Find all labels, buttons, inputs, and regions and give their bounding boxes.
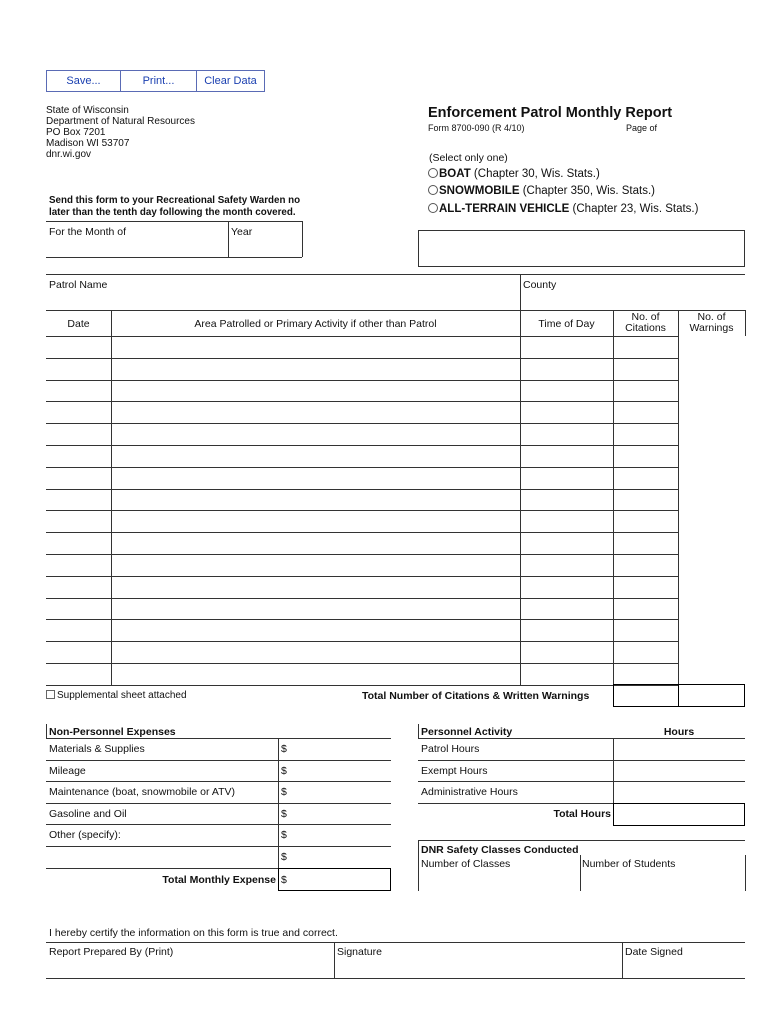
expense-label: Maintenance (boat, snowmobile or ATV) <box>49 786 235 798</box>
radio-snowmobile[interactable] <box>428 185 655 197</box>
year-label: Year <box>231 226 253 238</box>
citations-header-line: Citations <box>625 322 666 334</box>
expense-label: Mileage <box>49 765 86 777</box>
instruction-line: Send this form to your Recreational Safety Warden no <box>49 195 301 206</box>
certification-statement: I hereby certify the information on this form is true and correct. <box>49 927 338 939</box>
patrol-name-field[interactable] <box>48 292 518 308</box>
table-row[interactable] <box>46 446 678 466</box>
total-warnings-field[interactable] <box>678 684 745 707</box>
agency-line: Madison WI 53707 <box>46 138 130 149</box>
signature-label: Signature <box>337 946 382 958</box>
option-bold: SNOWMOBILE <box>439 185 520 197</box>
table-row[interactable] <box>46 642 678 662</box>
expense-currency: $ <box>281 829 287 841</box>
total-expense-label: Total Monthly Expense <box>162 874 276 886</box>
expense-amount-field[interactable] <box>290 848 388 866</box>
table-row[interactable] <box>46 577 678 597</box>
patrol-name-label: Patrol Name <box>49 279 108 291</box>
num-classes-field[interactable] <box>420 872 578 890</box>
citations-header-line: No. of <box>631 311 660 323</box>
form-title: Enforcement Patrol Monthly Report <box>428 105 673 121</box>
radio-circle-icon[interactable] <box>428 203 438 213</box>
agency-address <box>46 105 195 160</box>
table-row[interactable] <box>46 490 678 510</box>
year-field[interactable] <box>230 240 300 256</box>
prepared-by-field[interactable] <box>48 960 332 977</box>
personnel-heading: Personnel Activity <box>421 726 513 738</box>
option-bold: ALL-TERRAIN VEHICLE <box>439 203 570 215</box>
personnel-hours-field[interactable] <box>615 783 743 801</box>
date-header: Date <box>67 318 90 330</box>
table-row[interactable] <box>46 533 678 553</box>
date-signed-label: Date Signed <box>625 946 683 958</box>
select-prompt: (Select only one) <box>429 152 508 164</box>
checkbox-icon[interactable] <box>46 690 55 699</box>
personnel-label: Patrol Hours <box>421 743 480 755</box>
personnel-row-line <box>418 781 745 782</box>
page-of: Page of <box>626 123 658 133</box>
agency-line: PO Box 7201 <box>46 127 106 138</box>
clear-data-button[interactable]: Clear Data <box>196 70 265 92</box>
time-header: Time of Day <box>538 318 595 330</box>
personnel-label: Administrative Hours <box>421 786 518 798</box>
total-expense-currency: $ <box>281 874 287 886</box>
expense-label: Materials & Supplies <box>49 743 145 755</box>
radio-circle-icon[interactable] <box>428 185 438 195</box>
prepared-by-label: Report Prepared By (Print) <box>49 946 174 958</box>
classes-heading: DNR Safety Classes Conducted <box>421 844 579 856</box>
total-hours-field[interactable] <box>613 803 745 826</box>
expense-row-line <box>46 738 391 739</box>
personnel-hours-field[interactable] <box>615 740 743 758</box>
agency-line: State of Wisconsin <box>46 105 129 116</box>
expense-row-line <box>46 781 391 782</box>
num-students-label: Number of Students <box>582 858 676 870</box>
option-bold: BOAT <box>439 168 471 180</box>
expense-row-line <box>46 846 391 847</box>
total-citations-field[interactable] <box>613 684 679 707</box>
signature-field[interactable] <box>336 960 620 977</box>
total-citations-label: Total Number of Citations & Written Warnings <box>362 690 590 702</box>
county-label: County <box>523 279 557 291</box>
expense-amount-field[interactable] <box>290 826 388 844</box>
expense-amount-field[interactable] <box>290 762 388 780</box>
expense-row-line <box>46 760 391 761</box>
expense-row-line <box>46 803 391 804</box>
personnel-row-line <box>418 738 745 739</box>
table-row[interactable] <box>46 620 678 640</box>
form-number: Form 8700-090 (R 4/10) <box>428 123 525 133</box>
num-students-field[interactable] <box>582 872 743 890</box>
expense-currency: $ <box>281 808 287 820</box>
radio-circle-icon[interactable] <box>428 168 438 178</box>
table-row[interactable] <box>46 337 678 357</box>
instructions <box>49 195 300 219</box>
option-rest: (Chapter 23, Wis. Stats.) <box>569 203 699 215</box>
agency-line: dnr.wi.gov <box>46 149 92 160</box>
supplemental-label: Supplemental sheet attached <box>57 690 187 701</box>
expense-currency: $ <box>281 765 287 777</box>
expense-amount-field[interactable] <box>290 805 388 823</box>
table-row[interactable] <box>46 359 678 379</box>
table-row[interactable] <box>46 511 678 531</box>
save-button[interactable]: Save... <box>46 70 121 92</box>
area-header: Area Patrolled or Primary Activity if other than Patrol <box>194 318 437 330</box>
warnings-header-line: Warnings <box>689 322 734 334</box>
expenses-heading: Non-Personnel Expenses <box>49 726 176 738</box>
table-row[interactable] <box>46 381 678 401</box>
supplemental-checkbox[interactable] <box>46 690 187 701</box>
table-row[interactable] <box>46 424 678 444</box>
expense-amount-field[interactable] <box>290 740 388 758</box>
personnel-row-line <box>418 760 745 761</box>
print-button[interactable]: Print... <box>120 70 197 92</box>
num-classes-label: Number of Classes <box>421 858 511 870</box>
personnel-hours-field[interactable] <box>615 762 743 780</box>
radio-boat[interactable] <box>428 168 600 180</box>
instruction-line: later than the tenth day following the month covered. <box>49 207 296 218</box>
table-row-line <box>46 685 678 686</box>
county-field[interactable] <box>522 292 742 308</box>
total-expense-field[interactable] <box>278 868 391 891</box>
table-row[interactable] <box>46 599 678 619</box>
program-field[interactable] <box>418 230 745 267</box>
expense-currency: $ <box>281 743 287 755</box>
expense-currency: $ <box>281 851 287 863</box>
expense-amount-field[interactable] <box>290 783 388 801</box>
expense-currency: $ <box>281 786 287 798</box>
month-field[interactable] <box>48 240 226 256</box>
table-row[interactable] <box>46 468 678 488</box>
table-row[interactable] <box>46 555 678 575</box>
agency-line: Department of Natural Resources <box>46 116 195 127</box>
option-rest: (Chapter 350, Wis. Stats.) <box>519 185 655 197</box>
expense-label: Other (specify): <box>49 829 121 841</box>
option-rest: (Chapter 30, Wis. Stats.) <box>470 168 600 180</box>
citations-header <box>613 312 678 334</box>
total-hours-label: Total Hours <box>553 808 611 820</box>
warnings-header <box>678 312 745 334</box>
hours-heading: Hours <box>663 726 695 738</box>
table-row[interactable] <box>46 402 678 422</box>
expense-row-line <box>46 824 391 825</box>
radio-atv[interactable] <box>428 203 698 215</box>
date-signed-field[interactable] <box>624 960 743 977</box>
personnel-label: Exempt Hours <box>421 765 488 777</box>
warnings-header-line: No. of <box>697 311 726 323</box>
table-row[interactable] <box>46 664 678 684</box>
month-label: For the Month of <box>49 226 127 238</box>
expense-label: Gasoline and Oil <box>49 808 127 820</box>
